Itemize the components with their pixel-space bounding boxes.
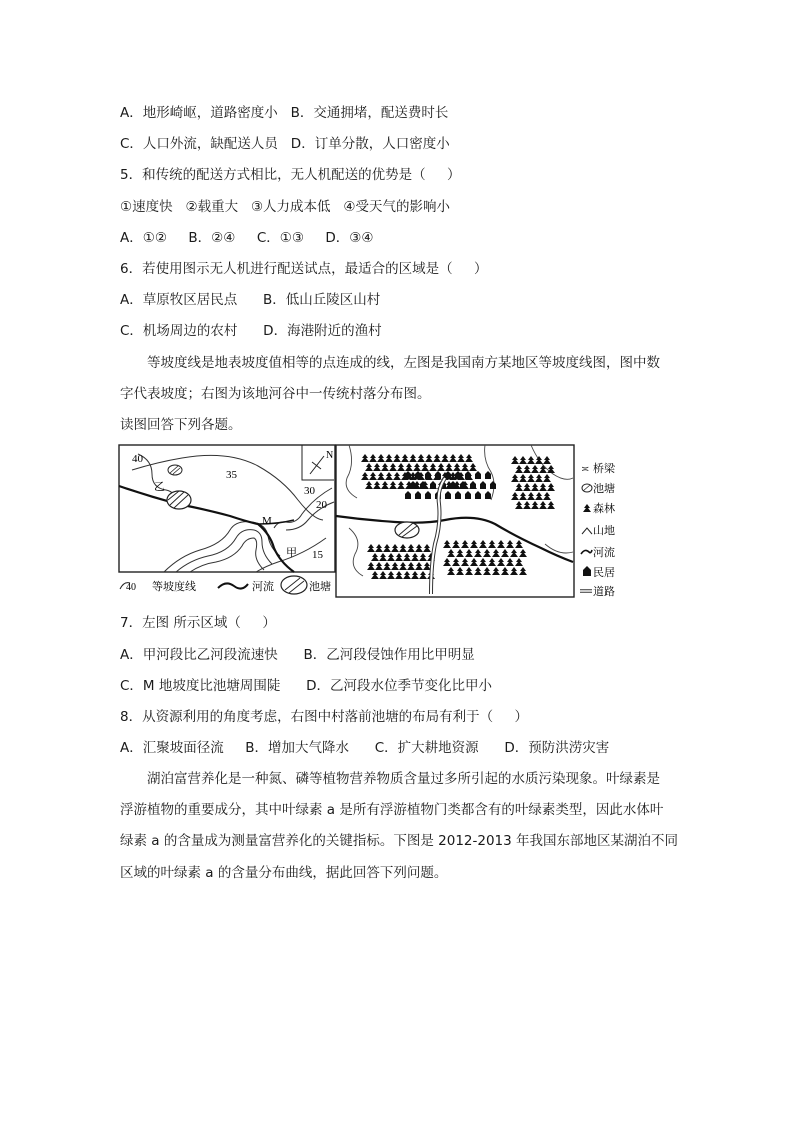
q8-stem: 8．从资源利用的角度考虑，右图中村落前池塘的布局有利于（ ） [120,709,529,725]
label-15: 15 [312,549,323,561]
map2-pond [395,522,419,538]
q7-options-row1: A．甲河段比乙河段流速快 B．乙河段侵蚀作用比甲明显 [120,647,475,663]
label-yi: 乙 [154,481,165,493]
intro2-line2: 字代表坡度；右图为该地河谷中一传统村落分布图。 [120,386,431,402]
map2-legend [580,461,616,598]
slope-contour-map [118,444,336,600]
q8-options: A．汇聚坡面径流 B．增加大气降水 C．扩大耕地资源 D．预防洪涝灾害 [120,740,610,756]
north-label: N [326,450,334,461]
q5-items: ①速度快 ②载重大 ③人力成本低 ④受天气的影响小 [120,199,451,215]
label-m: M [262,515,272,527]
legend-road: 道路 [593,586,615,598]
legend-pond-icon [281,576,307,594]
label-jia: 甲 [286,547,297,559]
q7-stem: 7．左图 所示区域（ ） [120,615,276,631]
legend-river2-icon [581,550,592,554]
pond-small [168,465,182,475]
q5-options: A．①② B．②④ C．①③ D．③④ [120,230,374,246]
intro2-line1: 等坡度线是地表坡度值相等的点连成的线，左图是我国南方某地区等坡度线图，图中数 [147,355,660,371]
legend-river2: 河流 [593,547,615,559]
label-40: 40 [132,453,143,465]
intro2-line3: 读图回答下列各题。 [120,417,242,433]
intro3-line1: 湖泊富营养化是一种氮、磷等植物营养物质含量过多所引起的水质污染现象。叶绿素是 [147,771,660,787]
intro3-line3: 绿素 a 的含量成为测量富营养化的关键指标。下图是 2012-2013 年我国东部地区某湖泊不同 [120,833,679,849]
legend-slope: 等坡度线 [152,581,196,593]
legend-forest: 森林 [593,503,615,515]
pond-large [167,491,191,509]
legend-forest-icon [583,504,591,512]
q4-options-row1: A．地形崎岖，道路密度小 B．交通拥堵，配送费时长 [120,105,449,121]
label-35: 35 [226,469,237,481]
intro3-line4: 区域的叶绿素 a 的含量分布曲线，据此回答下列问题。 [120,865,448,881]
legend-pond2: 池塘 [593,483,615,495]
label-30: 30 [304,485,315,497]
legend-house-icon [583,566,591,576]
village-distribution-map [335,444,635,600]
intro3-line2: 浮游植物的重要成分，其中叶绿素 a 是所有浮游植物门类都含有的叶绿素类型，因此水体叶 [120,802,664,818]
legend-pond: 池塘 [309,581,331,593]
legend-house: 民居 [593,567,615,579]
legend-mountain-icon [582,528,592,534]
legend-num: 40 [126,582,136,593]
q7-options-row2: C．M 地坡度比池塘周围陡 D．乙河段水位季节变化比甲小 [120,678,493,694]
legend-mountain: 山地 [593,525,615,537]
q6-options-row1: A．草原牧区居民点 B．低山丘陵区山村 [120,292,381,308]
legend-river: 河流 [252,581,274,593]
legend-river-icon [218,583,248,588]
q6-options-row2: C．机场周边的农村 D．海港附近的渔村 [120,323,382,339]
label-20: 20 [316,499,327,511]
q5-stem: 5．和传统的配送方式相比，无人机配送的优势是（ ） [120,167,461,183]
q4-options-row2: C．人口外流，缺配送人员 D．订单分散，人口密度小 [120,136,450,152]
legend-bridge: 桥梁 [593,463,615,475]
left-legend [120,576,331,594]
legend-bridge-icon: ≍ [581,464,590,475]
q6-stem: 6．若使用图示无人机进行配送试点，最适合的区域是（ ） [120,261,488,277]
